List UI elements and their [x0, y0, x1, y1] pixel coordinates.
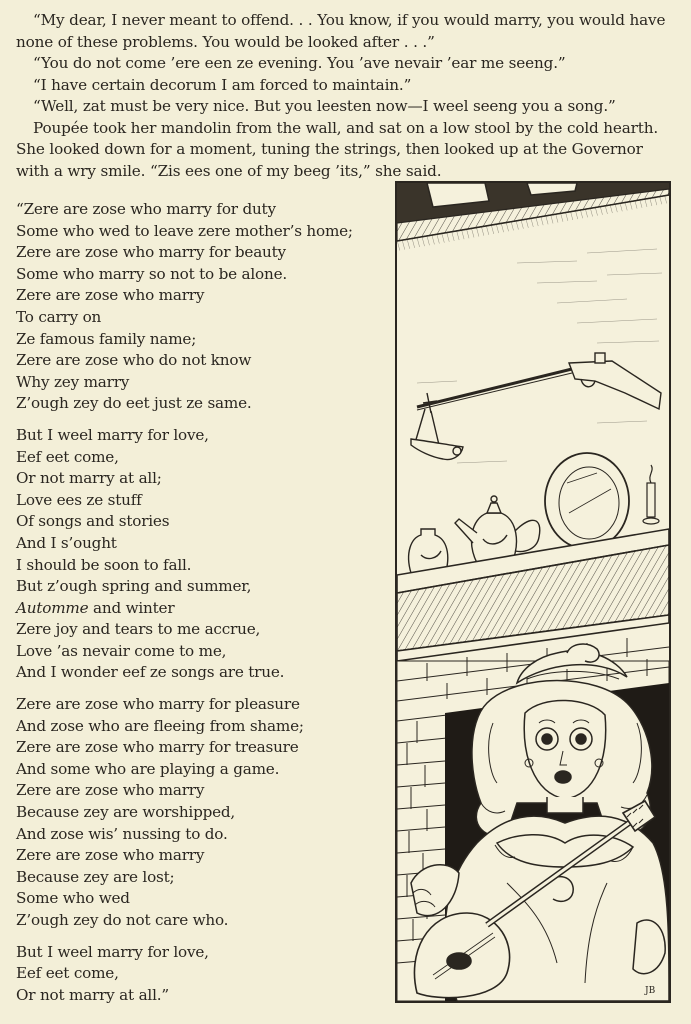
rifle-illustration — [417, 353, 661, 413]
lyric-line: But I weel marry for love, — [16, 425, 209, 444]
lyric-line: Because zey are lost; — [16, 867, 175, 886]
prose-paragraph: “My dear, I never meant to offend. . . You know, if you would marry, you would have none of these problems. You would be looked after . . .” — [16, 11, 666, 51]
lyric-line: Eef eet come, — [16, 447, 119, 466]
prose-paragraph: “Well, zat must be very nice. But you leesten now—I weel seeng you a song.” — [33, 97, 616, 115]
lyric-line: But I weel marry for love, — [16, 942, 209, 961]
lyric-line: Zere are zose who marry — [16, 846, 205, 865]
lyric-line: Ze famous family name; — [16, 329, 197, 348]
song-stanza-2 — [16, 425, 391, 684]
prose-paragraph: “You do not come ’ere een ze evening. You ’ave nevair ’ear me seeng.” — [33, 54, 566, 72]
lyric-line: Zere are zose who marry for beauty — [16, 243, 286, 262]
ceiling-beams — [397, 183, 669, 251]
lyric-line: Zere are zose who marry — [16, 286, 205, 305]
lyric-line: Zere are zose who marry for treasure — [16, 738, 299, 757]
lyric-line: Or not marry at all; — [16, 469, 162, 488]
lyric-line: And zose who are fleeing from shame; — [16, 716, 304, 735]
lyric-line-rest: and winter — [88, 598, 175, 617]
lyric-line: To carry on — [16, 307, 102, 326]
plate-illustration — [545, 453, 629, 549]
lyric-line: Z’ough zey do eet just ze same. — [16, 394, 252, 413]
lyric-line: Some who wed — [16, 889, 130, 908]
prose-paragraph: Poupée took her mandolin from the wall, and sat on a low stool by the cold hearth. She looked down for a moment, tuning the strings, then looked up at the Governor with a wry smile. “Zis ees one of my beeg ’its,” she said. — [16, 118, 659, 180]
lyric-line: And some who are playing a game. — [16, 759, 280, 778]
song-lyrics — [16, 199, 391, 1016]
lyric-line: And I wonder eef ze songs are true. — [16, 663, 285, 682]
lyric-line: Zere are zose who marry for pleasure — [16, 695, 300, 714]
lyric-line: Love ’as nevair come to me, — [16, 641, 227, 660]
lyric-line: “Zere are zose who marry for duty — [16, 200, 276, 218]
prose-block — [16, 10, 680, 182]
illustration-panel — [395, 181, 671, 1003]
lyric-line: I should be soon to fall. — [16, 555, 192, 574]
lyric-line: Because zey are worshipped, — [16, 803, 236, 822]
lyric-line: But z’ough spring and summer, — [16, 577, 252, 596]
lyric-line: Zere are zose who do not know — [16, 351, 252, 370]
lyric-line: Of songs and stories — [16, 512, 170, 531]
prose-paragraph: “I have certain decorum I am forced to maintain.” — [33, 75, 412, 94]
artist-signature: JB — [645, 986, 656, 996]
song-stanza-1 — [16, 199, 391, 415]
lyric-line: Eef eet come, — [16, 964, 119, 983]
lyric-line: Zere joy and tears to me accrue, — [16, 620, 261, 639]
wall-texture — [417, 249, 662, 463]
lyric-line: And zose wis’ nussing to do. — [16, 824, 228, 843]
powder-horn-illustration — [411, 409, 463, 460]
illustration-drawing — [397, 183, 669, 1001]
lyric-line: Love ees ze stuff — [16, 490, 142, 509]
lyric-line: Some who wed to leave zere mother’s home; — [16, 221, 353, 240]
lyric-line: Some who marry so not to be alone. — [16, 264, 287, 283]
song-stanza-4 — [16, 942, 391, 1007]
lyric-line: Or not marry at all.” — [16, 985, 169, 1004]
lyric-line: And I s’ought — [16, 533, 117, 552]
song-stanza-3 — [16, 694, 391, 932]
lyric-line: Why zey marry — [16, 372, 130, 391]
lyric-line: Zere are zose who marry — [16, 781, 205, 800]
lyric-line-automme — [16, 598, 391, 620]
italic-word: Automme — [16, 598, 89, 617]
lyric-line: Z’ough zey do not care who. — [16, 911, 229, 929]
candle-illustration — [643, 465, 659, 524]
